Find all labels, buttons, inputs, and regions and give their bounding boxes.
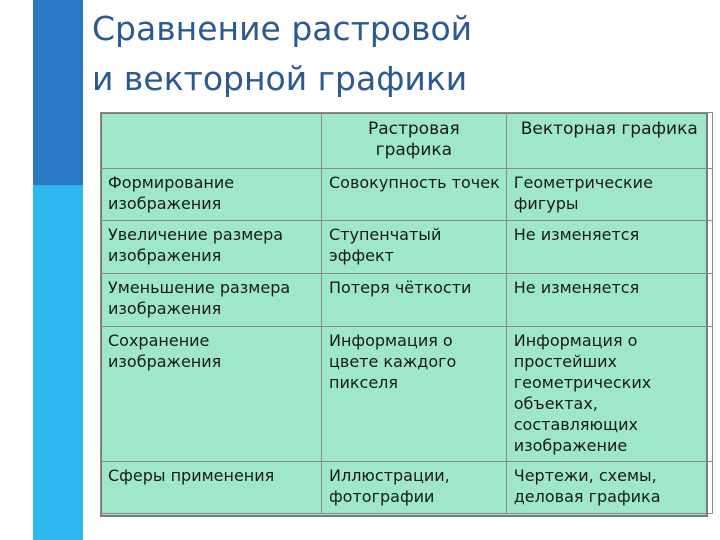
- row-label: Сохранение изображения: [101, 327, 322, 462]
- vector-cell: Не изменяется: [506, 274, 712, 327]
- header-cell-raster: Растровая графика: [322, 113, 507, 169]
- row-label: Формирование изображения: [101, 169, 322, 221]
- row-label: Сферы применения: [101, 462, 322, 514]
- table-header-row: [101, 113, 713, 169]
- raster-cell: Потеря чёткости: [322, 274, 507, 327]
- vector-cell: Чертежи, схемы, деловая графика: [506, 462, 712, 514]
- vector-cell: Информация о простейших геометрических объектах, составляющих изображение: [506, 327, 712, 462]
- slide-title: [92, 4, 692, 104]
- table-row: [101, 169, 713, 221]
- comparison-table: [100, 112, 713, 514]
- vector-cell: Геометрические фигуры: [506, 169, 712, 221]
- slide-title-line-2: и векторной графики: [92, 59, 468, 98]
- header-cell-vector: Векторная графика: [506, 113, 712, 169]
- accent-bar-top: [33, 0, 83, 185]
- row-label: Уменьшение размера изображения: [101, 274, 322, 327]
- raster-cell: Совокупность точек: [322, 169, 507, 221]
- slide-title-line-1: Сравнение растровой: [92, 9, 473, 48]
- accent-bar-bottom: [33, 185, 83, 540]
- raster-cell: Ступенчатый эффект: [322, 221, 507, 274]
- row-label: Увеличение размера изображения: [101, 221, 322, 274]
- raster-cell: Информация о цвете каждого пикселя: [322, 327, 507, 462]
- header-cell-empty: [101, 113, 322, 169]
- table-row: [101, 221, 713, 274]
- raster-cell: Иллюстрации, фотографии: [322, 462, 507, 514]
- table-row: [101, 462, 713, 514]
- vector-cell: Не изменяется: [506, 221, 712, 274]
- table-row: [101, 327, 713, 462]
- table-row: [101, 274, 713, 327]
